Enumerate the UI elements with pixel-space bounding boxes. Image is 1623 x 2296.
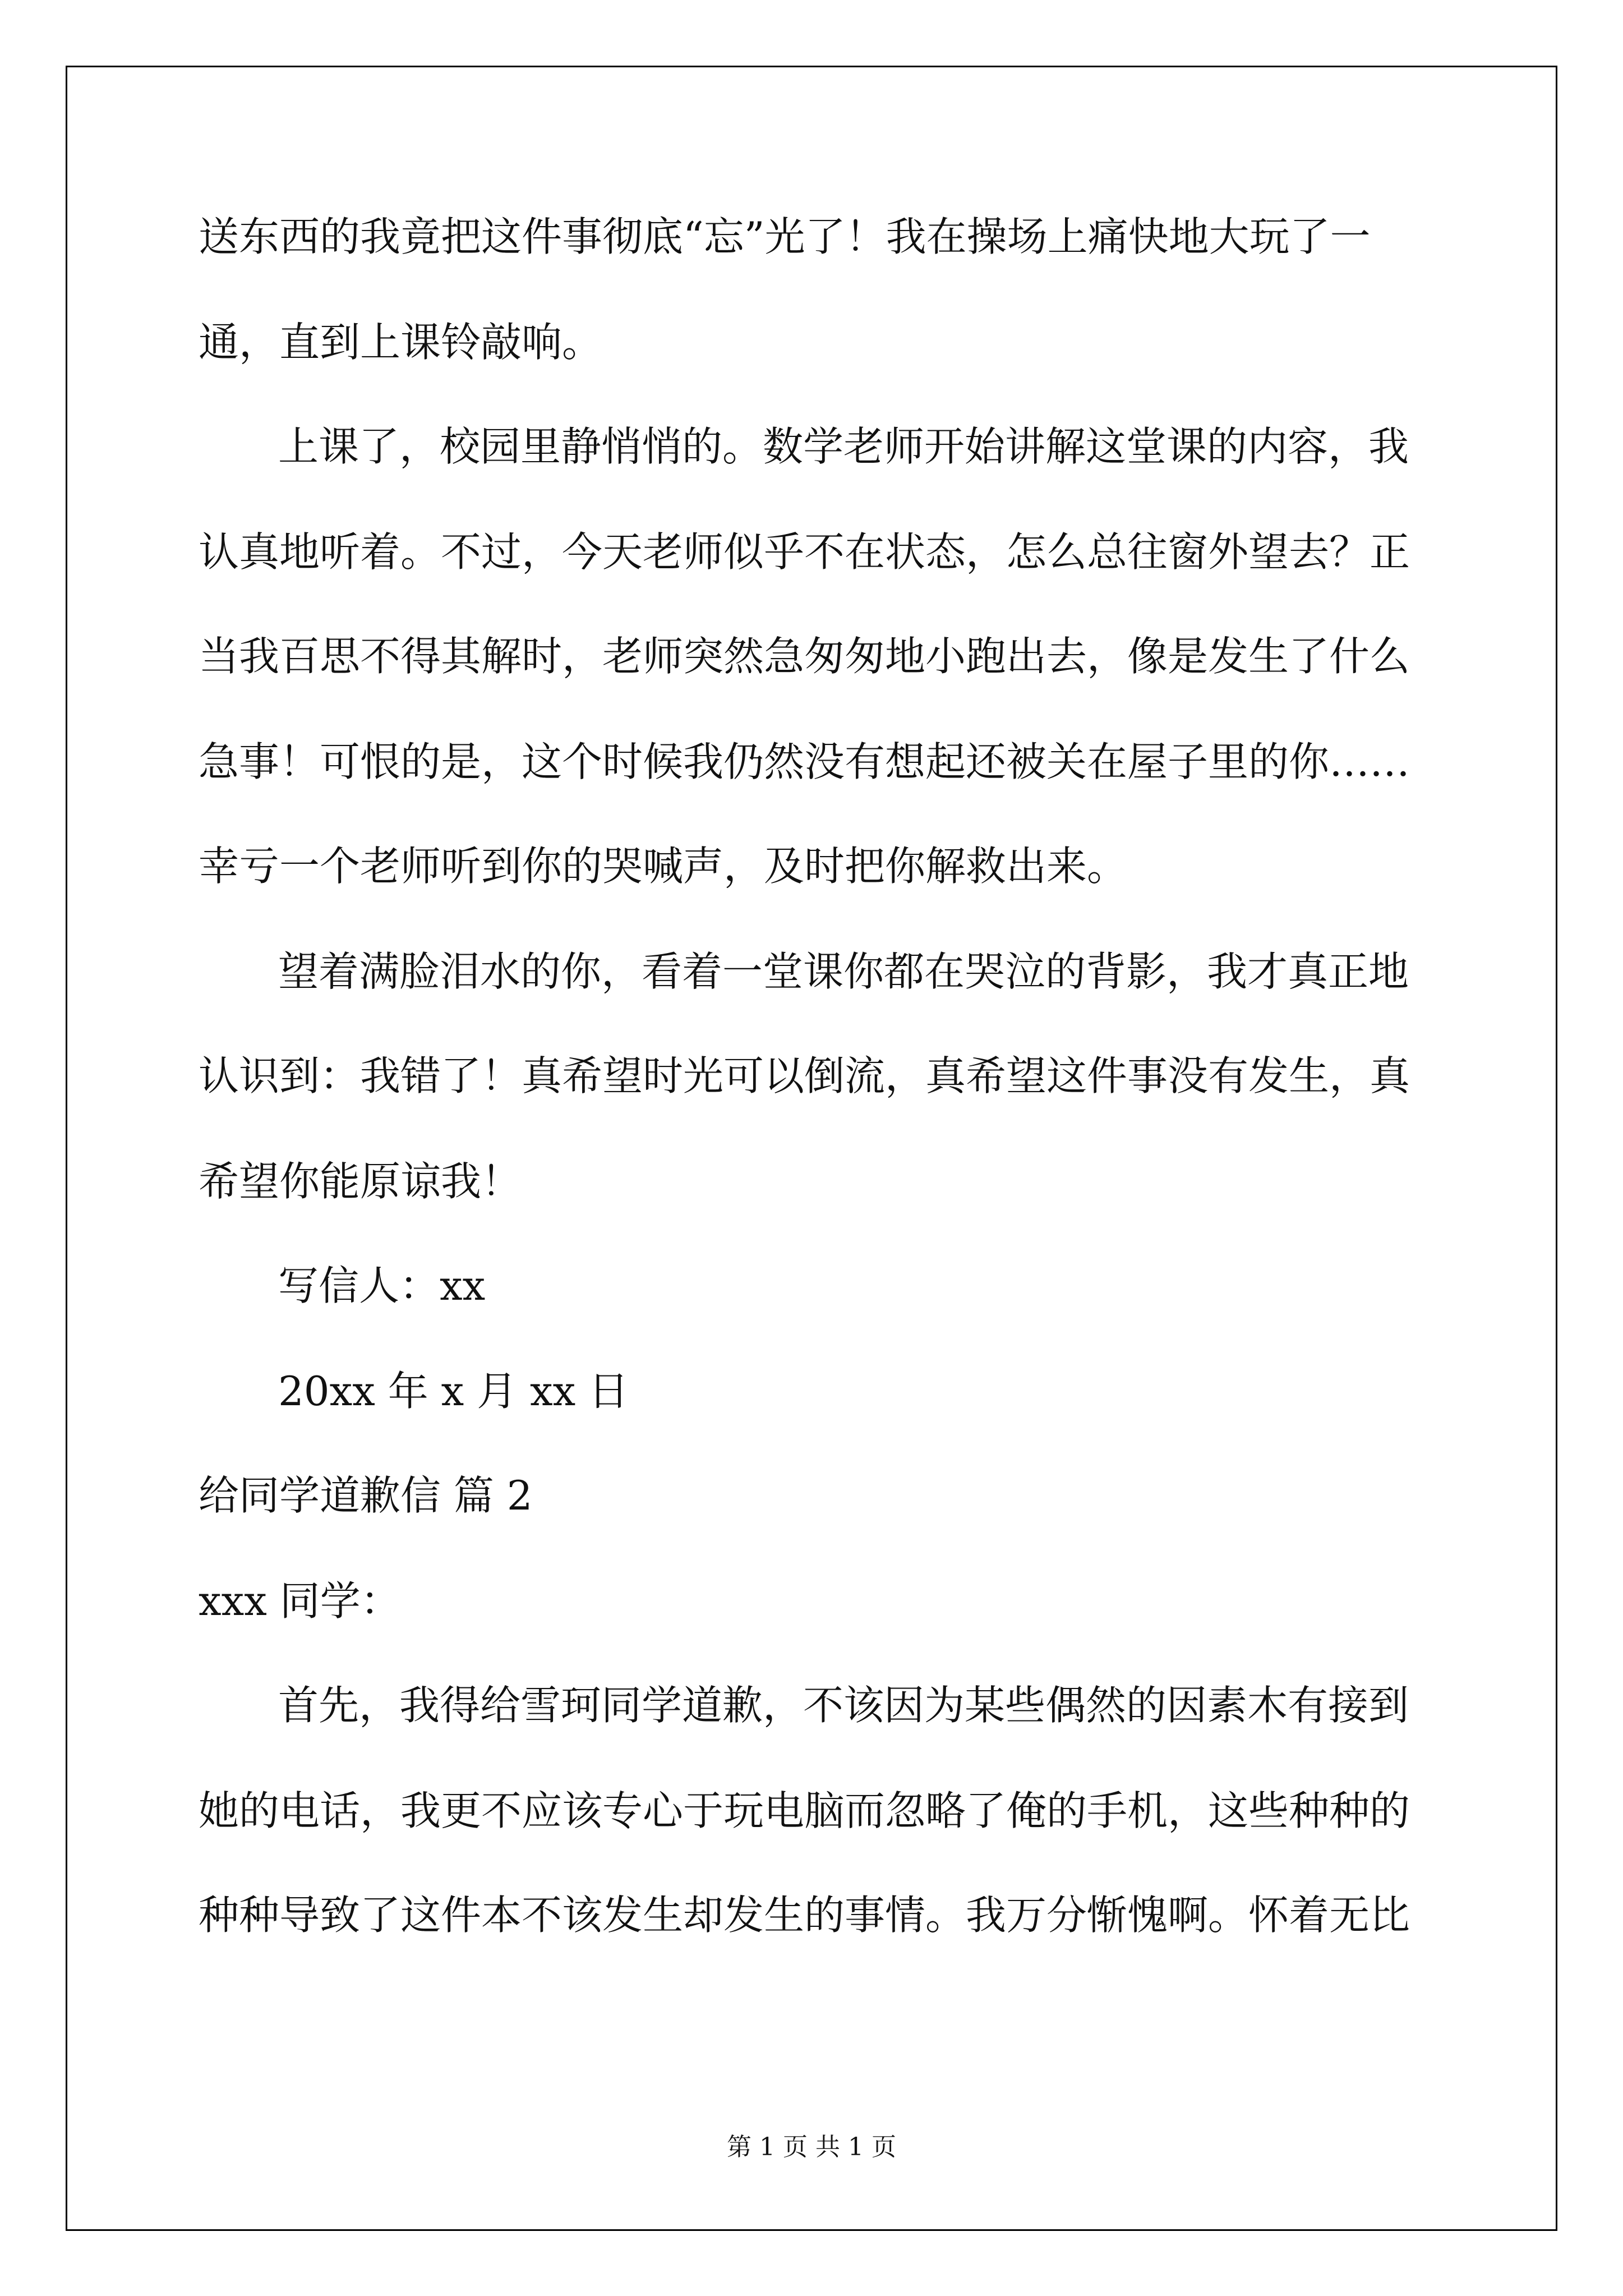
text-line: 急事！可恨的是，这个时候我仍然没有想起还被关在屋子里的你…… bbox=[199, 738, 1410, 785]
page-footer: 第 1 页 共 1 页 bbox=[727, 2133, 896, 2161]
text-line: 首先，我得给雪珂同学道歉，不该因为某些偶然的因素木有接到 bbox=[278, 1682, 1409, 1729]
text-line: 当我百思不得其解时，老师突然急匆匆地小跑出去，像是发生了什么 bbox=[199, 633, 1410, 680]
text-line: 通，直到上课铃敲响。 bbox=[199, 319, 603, 366]
text-line: 种种导致了这件本不该发生却发生的事情。我万分惭愧啊。怀着无比 bbox=[199, 1892, 1410, 1939]
text-line: 希望你能原谅我！ bbox=[199, 1158, 522, 1205]
date-line: 20xx 年 x 月 xx 日 bbox=[278, 1368, 629, 1415]
text-line: 认识到：我错了！真希望时光可以倒流，真希望这件事没有发生，真 bbox=[199, 1052, 1410, 1099]
text-line: 她的电话，我更不应该专心于玩电脑而忽略了俺的手机，这些种种的 bbox=[199, 1787, 1410, 1834]
text-line: 幸亏一个老师听到你的哭喊声，及时把你解救出来。 bbox=[199, 843, 1128, 890]
text-line: 认真地听着。不过，今天老师似乎不在状态，怎么总往窗外望去？正 bbox=[199, 528, 1410, 576]
signature-line: 写信人：xx bbox=[278, 1262, 486, 1309]
text-line: 望着满脸泪水的你，看着一堂课你都在哭泣的背影，我才真正地 bbox=[278, 948, 1409, 995]
text-line: 上课了，校园里静悄悄的。数学老师开始讲解这堂课的内容，我 bbox=[278, 423, 1409, 470]
section-heading: 给同学道歉信 篇 2 bbox=[199, 1472, 533, 1519]
salutation: xxx 同学： bbox=[199, 1577, 401, 1625]
text-line: 送东西的我竟把这件事彻底“忘”光了！我在操场上痛快地大玩了一 bbox=[199, 213, 1371, 260]
